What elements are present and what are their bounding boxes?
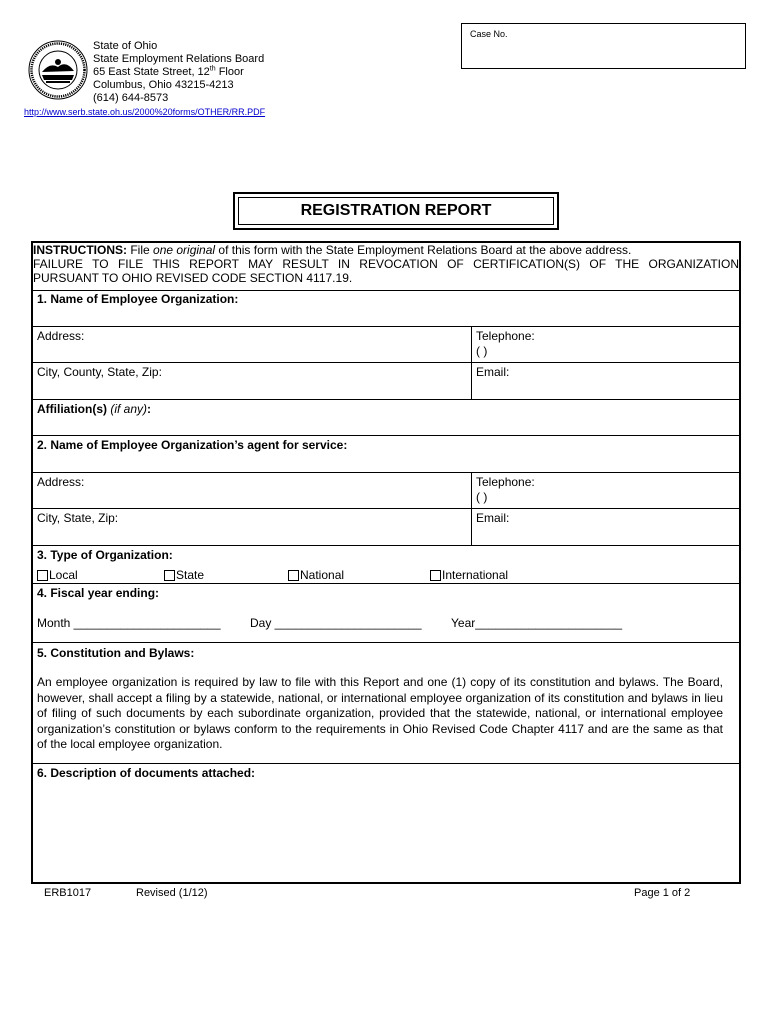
constitution-paragraph: An employee organization is required by law to file with this Report and one (1) copy of its constitution and bylaws. The Board, however, shall accept a filing by a statewide, national, or international employee organization of its constitution and bylaws in lieu of filing of such documents by each subordinate organization, provided that the statewide, national, or international employee organization’s constitution or bylaws conform to the requirements in Ohio Revised Code Chapter 4117 and are the same as that of the local employee organization.	[37, 675, 723, 751]
warning-line-1: FAILURE TO FILE THIS REPORT MAY RESULT IN REVOCATION OF CERTIFICATION(S) OF THE ORGANIZATION	[33, 257, 739, 271]
section1-address-label[interactable]: Address:	[37, 329, 85, 343]
agency-address-block	[93, 40, 264, 105]
fiscal-year-field[interactable]: Year______________________	[451, 616, 623, 630]
page-title: REGISTRATION REPORT	[238, 197, 554, 225]
fiscal-day-field[interactable]: Day ______________________	[250, 616, 422, 630]
agency-phone: (614) 644-8573	[93, 92, 169, 104]
agency-city: Columbus, Ohio 43215-4213	[93, 79, 234, 91]
section2-address-label[interactable]: Address:	[37, 475, 85, 489]
revised-date: Revised (1/12)	[136, 887, 208, 899]
section5-label: 5. Constitution and Bylaws:	[37, 646, 195, 660]
documents-attached-field[interactable]	[33, 783, 739, 882]
form-url-link[interactable]: http://www.serb.state.oh.us/2000%20forms/OTHER/RR.PDF	[24, 107, 266, 117]
title-box	[233, 192, 559, 230]
state-checkbox[interactable]	[164, 570, 175, 581]
case-no-label: Case No.	[470, 29, 508, 39]
section1-telephone-label[interactable]: Telephone:	[476, 329, 535, 343]
affiliation-label[interactable]: Affiliation(s) (if any):	[37, 402, 152, 416]
section4-label: 4. Fiscal year ending:	[37, 586, 160, 600]
page-number: Page 1 of 2	[634, 887, 691, 899]
warning-line-2: PURSUANT TO OHIO REVISED CODE SECTION 4117.19.	[33, 271, 353, 285]
instructions-line: INSTRUCTIONS: File one original of this form with the State Employment Relations Board at the above address.	[33, 243, 632, 257]
international-checkbox[interactable]	[430, 570, 441, 581]
agency-line-board: State Employment Relations Board	[93, 53, 265, 65]
case-no-box[interactable]	[461, 23, 746, 69]
section2-telephone-label[interactable]: Telephone:	[476, 475, 535, 489]
section1-label: 1. Name of Employee Organization:	[37, 292, 239, 306]
ohio-seal-icon	[28, 40, 88, 100]
registration-form	[31, 241, 741, 884]
option-national[interactable]: National	[288, 568, 344, 582]
section1-telephone-parens: ( )	[476, 344, 488, 358]
section3-label: 3. Type of Organization:	[37, 548, 173, 562]
section1-email-label[interactable]: Email:	[476, 365, 510, 379]
option-international[interactable]: International	[430, 568, 508, 582]
national-checkbox[interactable]	[288, 570, 299, 581]
agency-street: 65 East State Street, 12th Floor	[93, 65, 244, 78]
section2-email-label[interactable]: Email:	[476, 511, 510, 525]
agency-line-state: State of Ohio	[93, 40, 158, 52]
section2-telephone-parens: ( )	[476, 490, 488, 504]
section2-label: 2. Name of Employee Organization’s agent for service:	[37, 438, 348, 452]
form-id: ERB1017	[44, 887, 92, 899]
option-local[interactable]: Local	[37, 568, 78, 582]
instructions	[33, 243, 739, 285]
section2-city-label[interactable]: City, State, Zip:	[37, 511, 119, 525]
section1-city-label[interactable]: City, County, State, Zip:	[37, 365, 162, 379]
section6-label: 6. Description of documents attached:	[37, 766, 256, 780]
fiscal-month-field[interactable]: Month ______________________	[37, 616, 221, 630]
local-checkbox[interactable]	[37, 570, 48, 581]
option-state[interactable]: State	[164, 568, 204, 582]
